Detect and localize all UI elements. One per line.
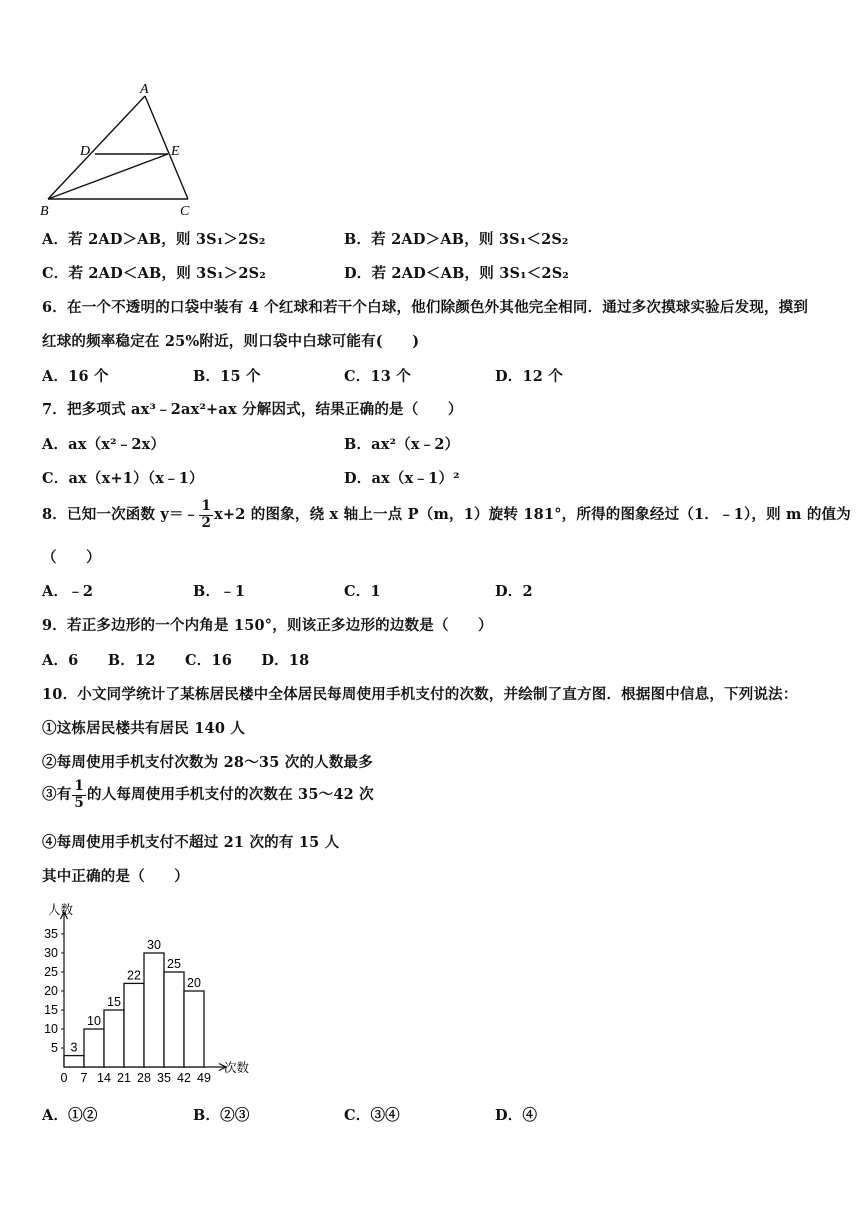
q6-stem-line1: 6．在一个不透明的口袋中装有 4 个红球和若干个白球，他们除颜色外其他完全相同．通过多次摸球实验后发现，摸到 [42,299,809,316]
q5-option-c[interactable]: C．若 2AD＜AB，则 3S₁＞2S₂ [42,265,266,282]
q5-option-d[interactable]: D．若 2AD＜AB，则 3S₁＜2S₂ [344,265,569,282]
y-tick-label: 35 [44,927,58,941]
histogram-bar [84,1029,104,1067]
q10-statement-4: ④每周使用手机支付不超过 21 次的有 15 人 [42,834,340,851]
triangle-figure [30,78,210,223]
vertex-c-label: C [180,204,190,219]
q5-option-b[interactable]: B．若 2AD＞AB，则 3S₁＜2S₂ [344,231,569,248]
q10-s3-pre: ③有 [42,786,72,803]
vertex-e-label: E [171,144,180,159]
y-tick-label: 20 [44,984,58,998]
q8-fraction [199,500,213,530]
y-tick-label: 10 [44,1022,58,1036]
bar-value-label: 10 [87,1014,101,1028]
q10-statement-3 [42,780,374,810]
x-tick-label: 28 [137,1071,151,1085]
histogram-bar [64,1056,84,1067]
q10-s3-post: 的人每周使用手机支付的次数在 35～42 次 [87,786,374,803]
y-tick-label: 5 [51,1041,58,1055]
y-tick-label: 25 [44,965,58,979]
q10-option-a[interactable]: A．①② [42,1107,98,1124]
q8-option-d[interactable]: D．2 [495,583,533,600]
q10-option-c[interactable]: C．③④ [344,1107,400,1124]
vertex-d-label: D [80,144,91,159]
histogram-bar [144,953,164,1067]
q6-option-a[interactable]: A．16 个 [42,368,109,385]
q8-stem-line2: （ ） [42,549,101,566]
histogram-bar [104,1010,124,1067]
q9-options[interactable]: A．6 B．12 C．16 D．18 [42,652,310,669]
q7-option-d[interactable]: D．ax（x﹣1）² [344,470,460,487]
q7-option-c[interactable]: C．ax（x+1）（x﹣1） [42,470,204,487]
x-tick-label: 0 [60,1071,68,1085]
histogram-chart [30,893,270,1088]
q10-stem: 10．小文同学统计了某栋居民楼中全体居民每周使用手机支付的次数，并绘制了直方图．根据图中信息，下列说法： [42,686,798,703]
q10-statement-2: ②每周使用手机支付次数为 28～35 次的人数最多 [42,754,373,771]
q7-option-b[interactable]: B．ax²（x﹣2） [344,436,460,453]
x-tick-label: 7 [80,1071,88,1085]
q6-stem-line2: 红球的频率稳定在 25%附近，则口袋中白球可能有( ) [42,333,420,350]
q7-option-a[interactable]: A．ax（x²﹣2x） [42,436,166,453]
histogram-bar [184,991,204,1067]
vertex-a-label: A [140,82,149,97]
side-ab [48,96,145,199]
q10-option-b[interactable]: B．②③ [193,1107,250,1124]
x-tick-label: 42 [177,1071,191,1085]
q8-option-a[interactable]: A．﹣2 [42,583,94,600]
side-ac [145,96,188,199]
q10-s3-fraction [72,780,86,810]
histogram-bar [164,972,184,1067]
y-axis-title: 人数 [48,903,74,917]
x-tick-label: 14 [97,1071,111,1085]
q10-s3-frac-den: 5 [74,794,84,811]
q8-frac-den: 2 [201,514,212,531]
x-tick-label: 21 [117,1071,131,1085]
q8-stem-post: x+2 的图象，绕 x 轴上一点 P（m，1）旋转 181°，所得的图象经过（1．﹣1），则 m 的值为 [214,506,851,523]
q8-stem-line1 [42,500,851,530]
x-tick-label: 35 [157,1071,171,1085]
q8-option-c[interactable]: C．1 [344,583,381,600]
q10-option-d[interactable]: D．④ [495,1107,538,1124]
x-tick-label: 49 [197,1071,211,1085]
q8-stem-pre: 8．已知一次函数 y＝﹣ [42,506,199,523]
q10-s3-frac-num: 1 [74,778,84,794]
x-axis-title: 次数 [224,1061,250,1075]
y-tick-label: 15 [44,1003,58,1017]
bar-value-label: 30 [147,938,161,952]
q6-option-b[interactable]: B．15 个 [193,368,261,385]
histogram-bar [124,983,144,1067]
q10-statement-1: ①这栋居民楼共有居民 140 人 [42,720,246,737]
q5-option-a[interactable]: A．若 2AD＞AB，则 3S₁＞2S₂ [42,231,266,248]
bar-value-label: 15 [107,995,121,1009]
bar-value-label: 20 [187,976,201,990]
segment-be [48,154,168,199]
bar-value-label: 22 [127,968,141,983]
q7-stem: 7．把多项式 ax³﹣2ax²+ax 分解因式，结果正确的是（ ） [42,401,463,418]
y-tick-label: 30 [44,946,58,960]
bar-value-label: 25 [167,957,181,971]
vertex-b-label: B [40,204,49,219]
q9-stem: 9．若正多边形的一个内角是 150°，则该正多边形的边数是（ ） [42,617,493,634]
q8-option-b[interactable]: B．﹣1 [193,583,246,600]
q6-option-d[interactable]: D．12 个 [495,368,564,385]
bar-value-label: 3 [70,1040,78,1055]
q6-option-c[interactable]: C．13 个 [344,368,411,385]
q10-question: 其中正确的是（ ） [42,868,189,885]
q8-frac-num: 1 [201,498,212,514]
